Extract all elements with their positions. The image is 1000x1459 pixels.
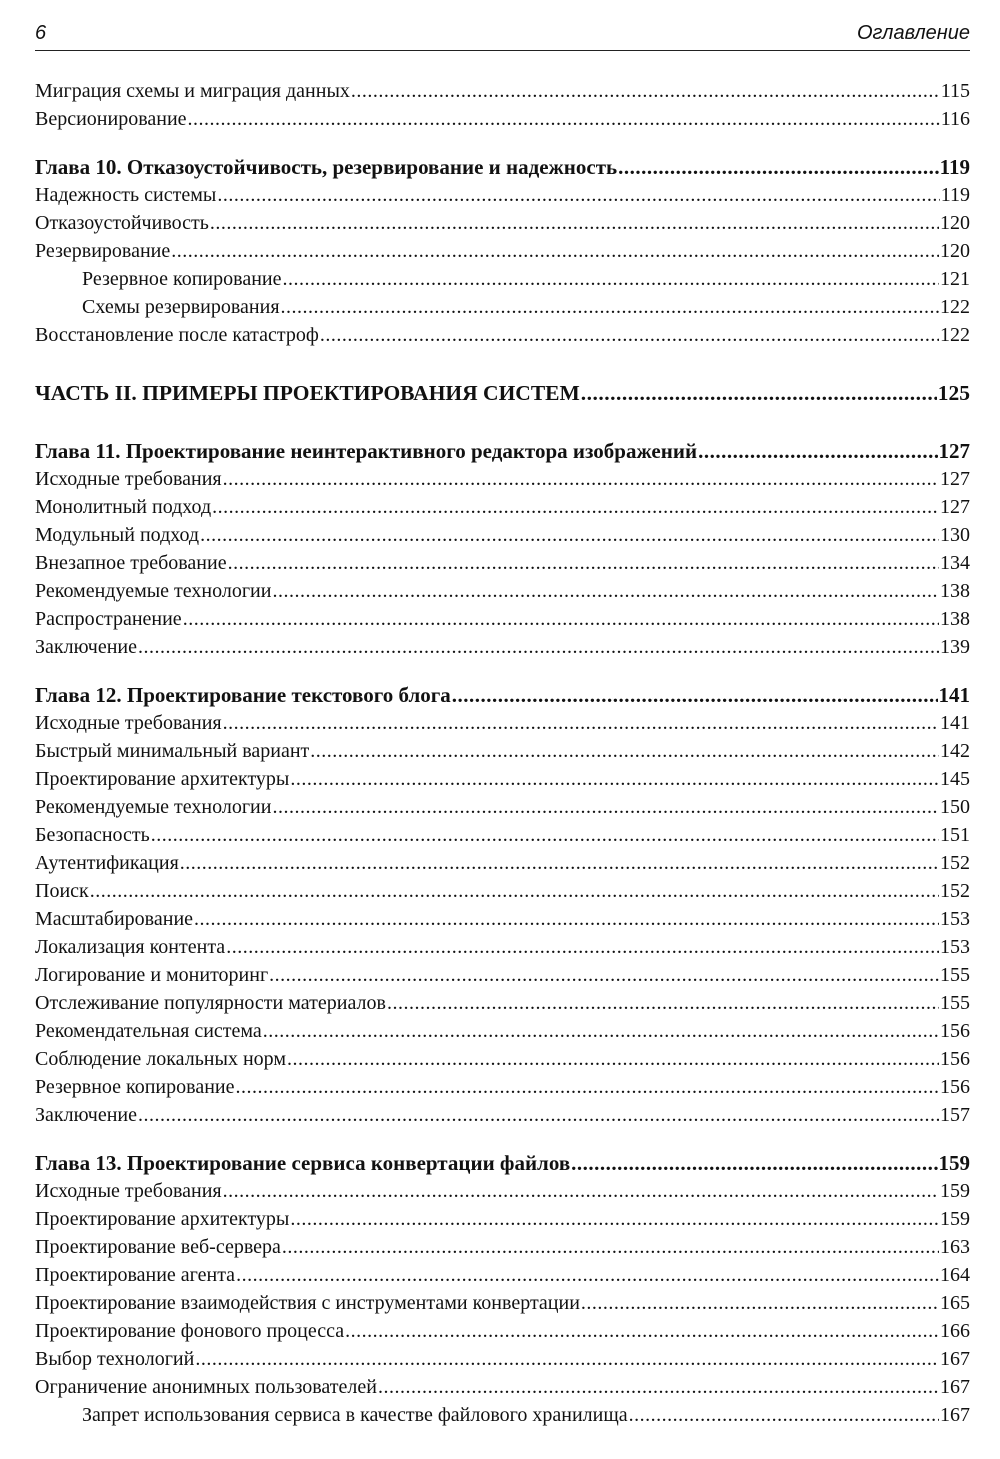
toc-entry-title: Проектирование агента	[35, 1264, 236, 1286]
toc-leader-dots	[272, 793, 939, 821]
toc-entry-title: Исходные требования	[35, 712, 222, 734]
toc-entry-title: Проектирование архитектуры	[35, 1208, 290, 1230]
toc-leader-dots	[183, 605, 939, 633]
toc-leader-dots	[194, 905, 939, 933]
toc-entry[interactable]	[35, 105, 970, 133]
toc-subentry[interactable]	[35, 293, 970, 321]
toc-entry-title: Версионирование	[35, 108, 187, 130]
toc-chapter-11[interactable]	[35, 437, 970, 465]
toc-leader-dots	[138, 1101, 939, 1129]
toc-entry-title: Распространение	[35, 608, 182, 630]
toc-entry[interactable]	[35, 633, 970, 661]
toc-leader-dots	[223, 1177, 939, 1205]
toc-entry[interactable]	[35, 1345, 970, 1373]
toc-entry-title: Безопасность	[35, 824, 150, 846]
toc-entry-title: Восстановление после катастроф	[35, 324, 319, 346]
toc-entry[interactable]	[35, 877, 970, 905]
toc-leader-dots	[629, 1401, 939, 1429]
toc-leader-dots	[180, 849, 939, 877]
page-number: 6	[35, 22, 47, 44]
toc-entry-page: 159	[938, 1151, 970, 1175]
toc-leader-dots	[195, 1345, 939, 1373]
toc-entry-page: 157	[940, 1104, 970, 1126]
toc-leader-dots	[171, 237, 939, 265]
toc-entry-page: 156	[940, 1076, 970, 1098]
toc-entry[interactable]	[35, 933, 970, 961]
toc-leader-dots	[290, 765, 939, 793]
toc-entry-page: 127	[940, 496, 970, 518]
toc-entry-title: Запрет использования сервиса в качестве файлового хранилища	[82, 1404, 628, 1426]
toc-entry[interactable]	[35, 1289, 970, 1317]
toc-entry[interactable]	[35, 181, 970, 209]
toc-leader-dots	[223, 709, 939, 737]
toc-entry-title: Исходные требования	[35, 1180, 222, 1202]
toc-entry-page: 151	[940, 824, 970, 846]
toc-entry[interactable]	[35, 321, 970, 349]
toc-leader-dots	[90, 877, 939, 905]
toc-entry[interactable]	[35, 1233, 970, 1261]
toc-entry-page: 163	[940, 1236, 970, 1258]
toc-entry-title: Глава 10. Отказоустойчивость, резервирование и надежность	[35, 155, 618, 179]
toc-entry-page: 127	[938, 439, 970, 463]
toc-entry[interactable]	[35, 237, 970, 265]
toc-entry[interactable]	[35, 961, 970, 989]
toc-leader-dots	[200, 521, 939, 549]
toc-entry-page: 141	[938, 683, 970, 707]
toc-entry[interactable]	[35, 765, 970, 793]
toc-leader-dots	[217, 181, 939, 209]
toc-entry-title: Масштабирование	[35, 908, 194, 930]
toc-entry-page: 164	[940, 1264, 970, 1286]
toc-entry-page: 165	[940, 1292, 970, 1314]
toc-entry[interactable]	[35, 1317, 970, 1345]
toc-entry-title: Проектирование взаимодействия с инструментами конвертации	[35, 1292, 580, 1314]
toc-entry-title: Резервирование	[35, 240, 171, 262]
toc-entry-page: 121	[940, 268, 970, 290]
toc-entry-title: Заключение	[35, 1104, 137, 1126]
toc-subentry[interactable]	[35, 1401, 970, 1429]
toc-entry[interactable]	[35, 1017, 970, 1045]
toc-entry[interactable]	[35, 1073, 970, 1101]
toc-leader-dots	[281, 293, 939, 321]
toc-entry[interactable]	[35, 1045, 970, 1073]
toc-entry-title: Рекомендуемые технологии	[35, 796, 272, 818]
toc-entry-page: 159	[940, 1180, 970, 1202]
toc-entry-page: 167	[940, 1348, 970, 1370]
table-of-contents	[35, 77, 970, 1429]
toc-leader-dots	[263, 1017, 939, 1045]
toc-leader-dots	[452, 681, 938, 709]
toc-leader-dots	[282, 1233, 939, 1261]
toc-entry[interactable]	[35, 1101, 970, 1129]
toc-entry-page: 134	[940, 552, 970, 574]
toc-entry-title: Заключение	[35, 636, 137, 658]
toc-entry-title: Проектирование фонового процесса	[35, 1320, 345, 1342]
toc-entry-title: Проектирование архитектуры	[35, 768, 290, 790]
toc-entry-page: 139	[940, 636, 970, 658]
toc-leader-dots	[188, 105, 940, 133]
toc-entry-title: Исходные требования	[35, 468, 222, 490]
toc-entry-page: 153	[940, 936, 970, 958]
toc-entry[interactable]	[35, 1177, 970, 1205]
toc-entry-page: 150	[940, 796, 970, 818]
toc-entry[interactable]	[35, 1373, 970, 1401]
toc-leader-dots	[226, 933, 939, 961]
toc-entry-page: 122	[940, 324, 970, 346]
toc-leader-dots	[351, 77, 940, 105]
toc-entry[interactable]	[35, 577, 970, 605]
toc-entry-page: 152	[940, 852, 970, 874]
toc-entry-title: Ограничение анонимных пользователей	[35, 1376, 377, 1398]
toc-entry-title: Монолитный подход	[35, 496, 212, 518]
toc-entry[interactable]	[35, 209, 970, 237]
toc-entry-title: Глава 13. Проектирование сервиса конвертации файлов	[35, 1151, 571, 1175]
toc-leader-dots	[618, 153, 939, 181]
toc-entry-page: 120	[940, 212, 970, 234]
toc-entry-title: Соблюдение локальных норм	[35, 1048, 287, 1070]
toc-entry-page: 115	[940, 80, 970, 102]
toc-leader-dots	[223, 465, 939, 493]
toc-chapter-10[interactable]	[35, 153, 970, 181]
toc-leader-dots	[151, 821, 939, 849]
toc-part-2[interactable]	[35, 379, 970, 407]
toc-entry-title: Локализация контента	[35, 936, 226, 958]
toc-entry-title: Проектирование веб-сервера	[35, 1236, 281, 1258]
toc-entry-title: Поиск	[35, 880, 89, 902]
toc-leader-dots	[236, 1261, 939, 1289]
running-title: Оглавление	[856, 22, 970, 44]
toc-leader-dots	[571, 1149, 937, 1177]
toc-entry-title: ЧАСТЬ II. ПРИМЕРЫ ПРОЕКТИРОВАНИЯ СИСТЕМ	[35, 381, 580, 405]
toc-leader-dots	[387, 989, 939, 1017]
toc-entry-page: 130	[940, 524, 970, 546]
toc-entry-page: 141	[940, 712, 970, 734]
toc-entry-page: 156	[940, 1048, 970, 1070]
toc-leader-dots	[310, 737, 939, 765]
toc-chapter-12[interactable]	[35, 681, 970, 709]
toc-entry[interactable]	[35, 1205, 970, 1233]
toc-leader-dots	[287, 1045, 939, 1073]
toc-entry[interactable]	[35, 849, 970, 877]
toc-entry[interactable]	[35, 709, 970, 737]
toc-entry-title: Миграция схемы и миграция данных	[35, 80, 350, 102]
toc-leader-dots	[290, 1205, 939, 1233]
running-header	[35, 22, 970, 51]
toc-leader-dots	[378, 1373, 939, 1401]
toc-entry-page: 142	[940, 740, 970, 762]
toc-entry[interactable]	[35, 521, 970, 549]
toc-leader-dots	[269, 961, 939, 989]
toc-entry-page: 167	[940, 1404, 970, 1426]
toc-entry-title: Внезапное требование	[35, 552, 227, 574]
toc-entry-title: Резервное копирование	[35, 1076, 235, 1098]
toc-leader-dots	[581, 1289, 939, 1317]
toc-entry-page: 155	[940, 992, 970, 1014]
toc-entry-title: Глава 11. Проектирование неинтерактивного редактора изображений	[35, 439, 698, 463]
toc-entry[interactable]	[35, 77, 970, 105]
toc-entry-page: 122	[940, 296, 970, 318]
toc-entry-title: Модульный подход	[35, 524, 200, 546]
toc-entry-title: Отказоустойчивость	[35, 212, 209, 234]
toc-entry-title: Быстрый минимальный вариант	[35, 740, 310, 762]
toc-entry-page: 152	[940, 880, 970, 902]
toc-leader-dots	[228, 549, 939, 577]
toc-entry-page: 145	[940, 768, 970, 790]
toc-leader-dots	[345, 1317, 939, 1345]
toc-entry-title: Глава 12. Проектирование текстового блога	[35, 683, 451, 707]
toc-entry-page: 138	[940, 580, 970, 602]
toc-entry-page: 119	[939, 155, 970, 179]
toc-entry-page: 156	[940, 1020, 970, 1042]
toc-entry-page: 153	[940, 908, 970, 930]
toc-entry-page: 155	[940, 964, 970, 986]
toc-subentry[interactable]	[35, 265, 970, 293]
toc-entry[interactable]	[35, 989, 970, 1017]
toc-leader-dots	[320, 321, 939, 349]
toc-entry-page: 167	[940, 1376, 970, 1398]
toc-leader-dots	[698, 437, 937, 465]
toc-entry[interactable]	[35, 737, 970, 765]
toc-entry-page: 166	[940, 1320, 970, 1342]
toc-entry[interactable]	[35, 549, 970, 577]
toc-entry-title: Аутентификация	[35, 852, 179, 874]
toc-entry-page: 159	[940, 1208, 970, 1230]
toc-entry-title: Выбор технологий	[35, 1348, 195, 1370]
toc-entry-title: Рекомендуемые технологии	[35, 580, 272, 602]
toc-entry-title: Отслеживание популярности материалов	[35, 992, 386, 1014]
toc-leader-dots	[272, 577, 939, 605]
toc-entry-page: 116	[940, 108, 970, 130]
toc-leader-dots	[138, 633, 939, 661]
toc-leader-dots	[581, 379, 937, 407]
toc-entry-title: Рекомендательная система	[35, 1020, 262, 1042]
toc-entry-page: 119	[940, 184, 970, 206]
toc-entry[interactable]	[35, 905, 970, 933]
toc-entry-page: 125	[937, 381, 970, 405]
toc-entry-title: Надежность системы	[35, 184, 217, 206]
toc-leader-dots	[282, 265, 939, 293]
toc-entry-title: Схемы резервирования	[82, 296, 280, 318]
toc-entry[interactable]	[35, 821, 970, 849]
toc-entry[interactable]	[35, 465, 970, 493]
toc-leader-dots	[212, 493, 939, 521]
toc-entry[interactable]	[35, 493, 970, 521]
toc-entry[interactable]	[35, 605, 970, 633]
toc-entry[interactable]	[35, 793, 970, 821]
toc-entry[interactable]	[35, 1261, 970, 1289]
toc-leader-dots	[210, 209, 939, 237]
toc-entry-page: 120	[940, 240, 970, 262]
toc-entry-title: Резервное копирование	[82, 268, 282, 290]
toc-entry-page: 138	[940, 608, 970, 630]
toc-chapter-13[interactable]	[35, 1149, 970, 1177]
toc-leader-dots	[235, 1073, 939, 1101]
toc-entry-page: 127	[940, 468, 970, 490]
toc-entry-title: Логирование и мониторинг	[35, 964, 269, 986]
